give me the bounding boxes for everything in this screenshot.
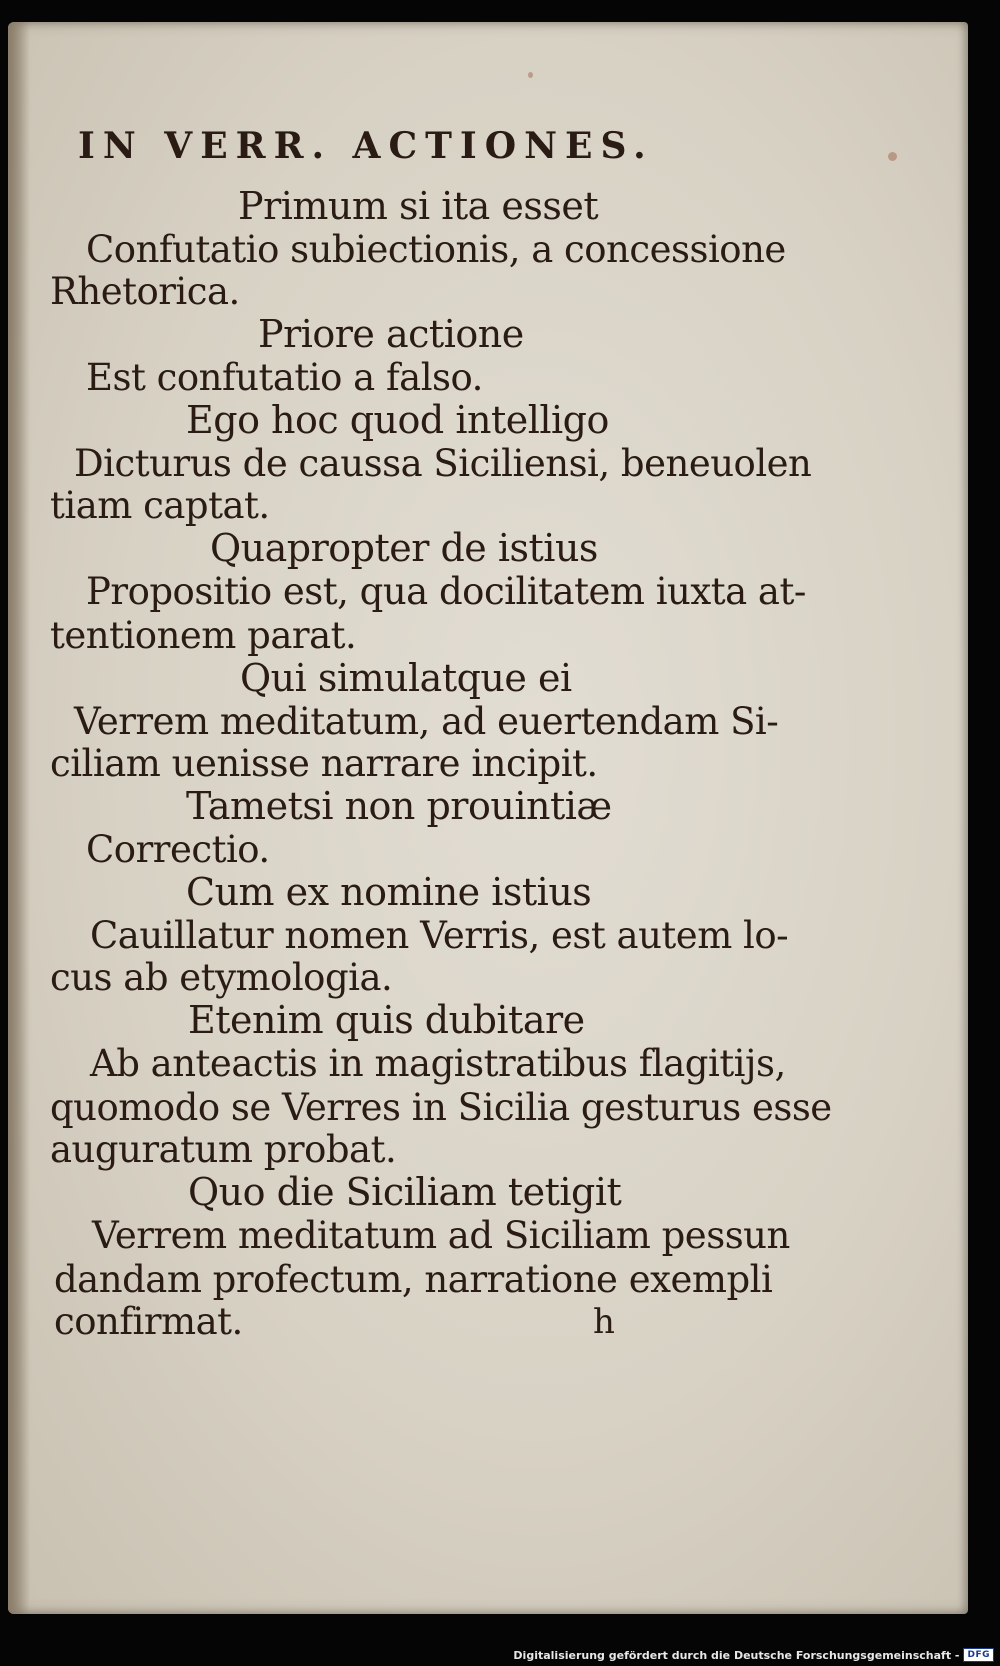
commentary-line: Ab anteactis in magistratibus flagitijs, xyxy=(90,1042,786,1085)
commentary-line: Confutatio subiectionis, a concessione xyxy=(86,228,786,271)
commentary-line: confirmat. xyxy=(54,1300,243,1343)
commentary-line: Dicturus de caussa Siciliensi, beneuolen xyxy=(74,442,812,485)
commentary-line: Cauillatur nomen Verris, est autem lo- xyxy=(90,914,789,957)
commentary-line: ciliam uenisse narrare incipit. xyxy=(50,742,598,785)
commentary-line: auguratum probat. xyxy=(50,1128,397,1171)
digitization-credit xyxy=(513,1648,994,1662)
credit-text: Digitalisierung gefördert durch die Deutsche Forschungsgemeinschaft - xyxy=(513,1648,960,1662)
commentary-line: Verrem meditatum ad Siciliam pessun xyxy=(92,1214,790,1257)
dfg-logo: DFG xyxy=(963,1648,994,1662)
lemma-line: Quo die Siciliam tetigit xyxy=(188,1170,622,1214)
lemma-line: Cum ex nomine istius xyxy=(186,870,592,914)
commentary-line: Est confutatio a falso. xyxy=(86,356,483,399)
lemma-line: Etenim quis dubitare xyxy=(188,998,585,1042)
commentary-line: tiam captat. xyxy=(50,484,270,527)
commentary-line: Verrem meditatum, ad euertendam Si- xyxy=(74,700,779,743)
lemma-line: Primum si ita esset xyxy=(238,184,599,228)
lemma-line: Priore actione xyxy=(258,312,524,356)
commentary-line: quomodo se Verres in Sicilia gesturus esse xyxy=(50,1086,832,1129)
book-page xyxy=(8,22,968,1614)
commentary-line: Propositio est, qua docilitatem iuxta at- xyxy=(86,570,806,613)
page-text xyxy=(8,22,968,1614)
signature-mark: h xyxy=(593,1302,615,1342)
commentary-line: dandam profectum, narratione exempli xyxy=(54,1258,773,1301)
lemma-line: Qui simulatque ei xyxy=(240,656,572,700)
lemma-line: Quapropter de istius xyxy=(210,526,598,570)
lemma-line: Ego hoc quod intelligo xyxy=(186,398,609,442)
commentary-line: tentionem parat. xyxy=(50,614,357,657)
commentary-line: Correctio. xyxy=(86,828,270,871)
running-header: IN VERR. ACTIONES. xyxy=(78,125,654,167)
commentary-line: cus ab etymologia. xyxy=(50,956,393,999)
lemma-line: Tametsi non prouintiæ xyxy=(186,784,612,828)
commentary-line: Rhetorica. xyxy=(50,270,240,313)
